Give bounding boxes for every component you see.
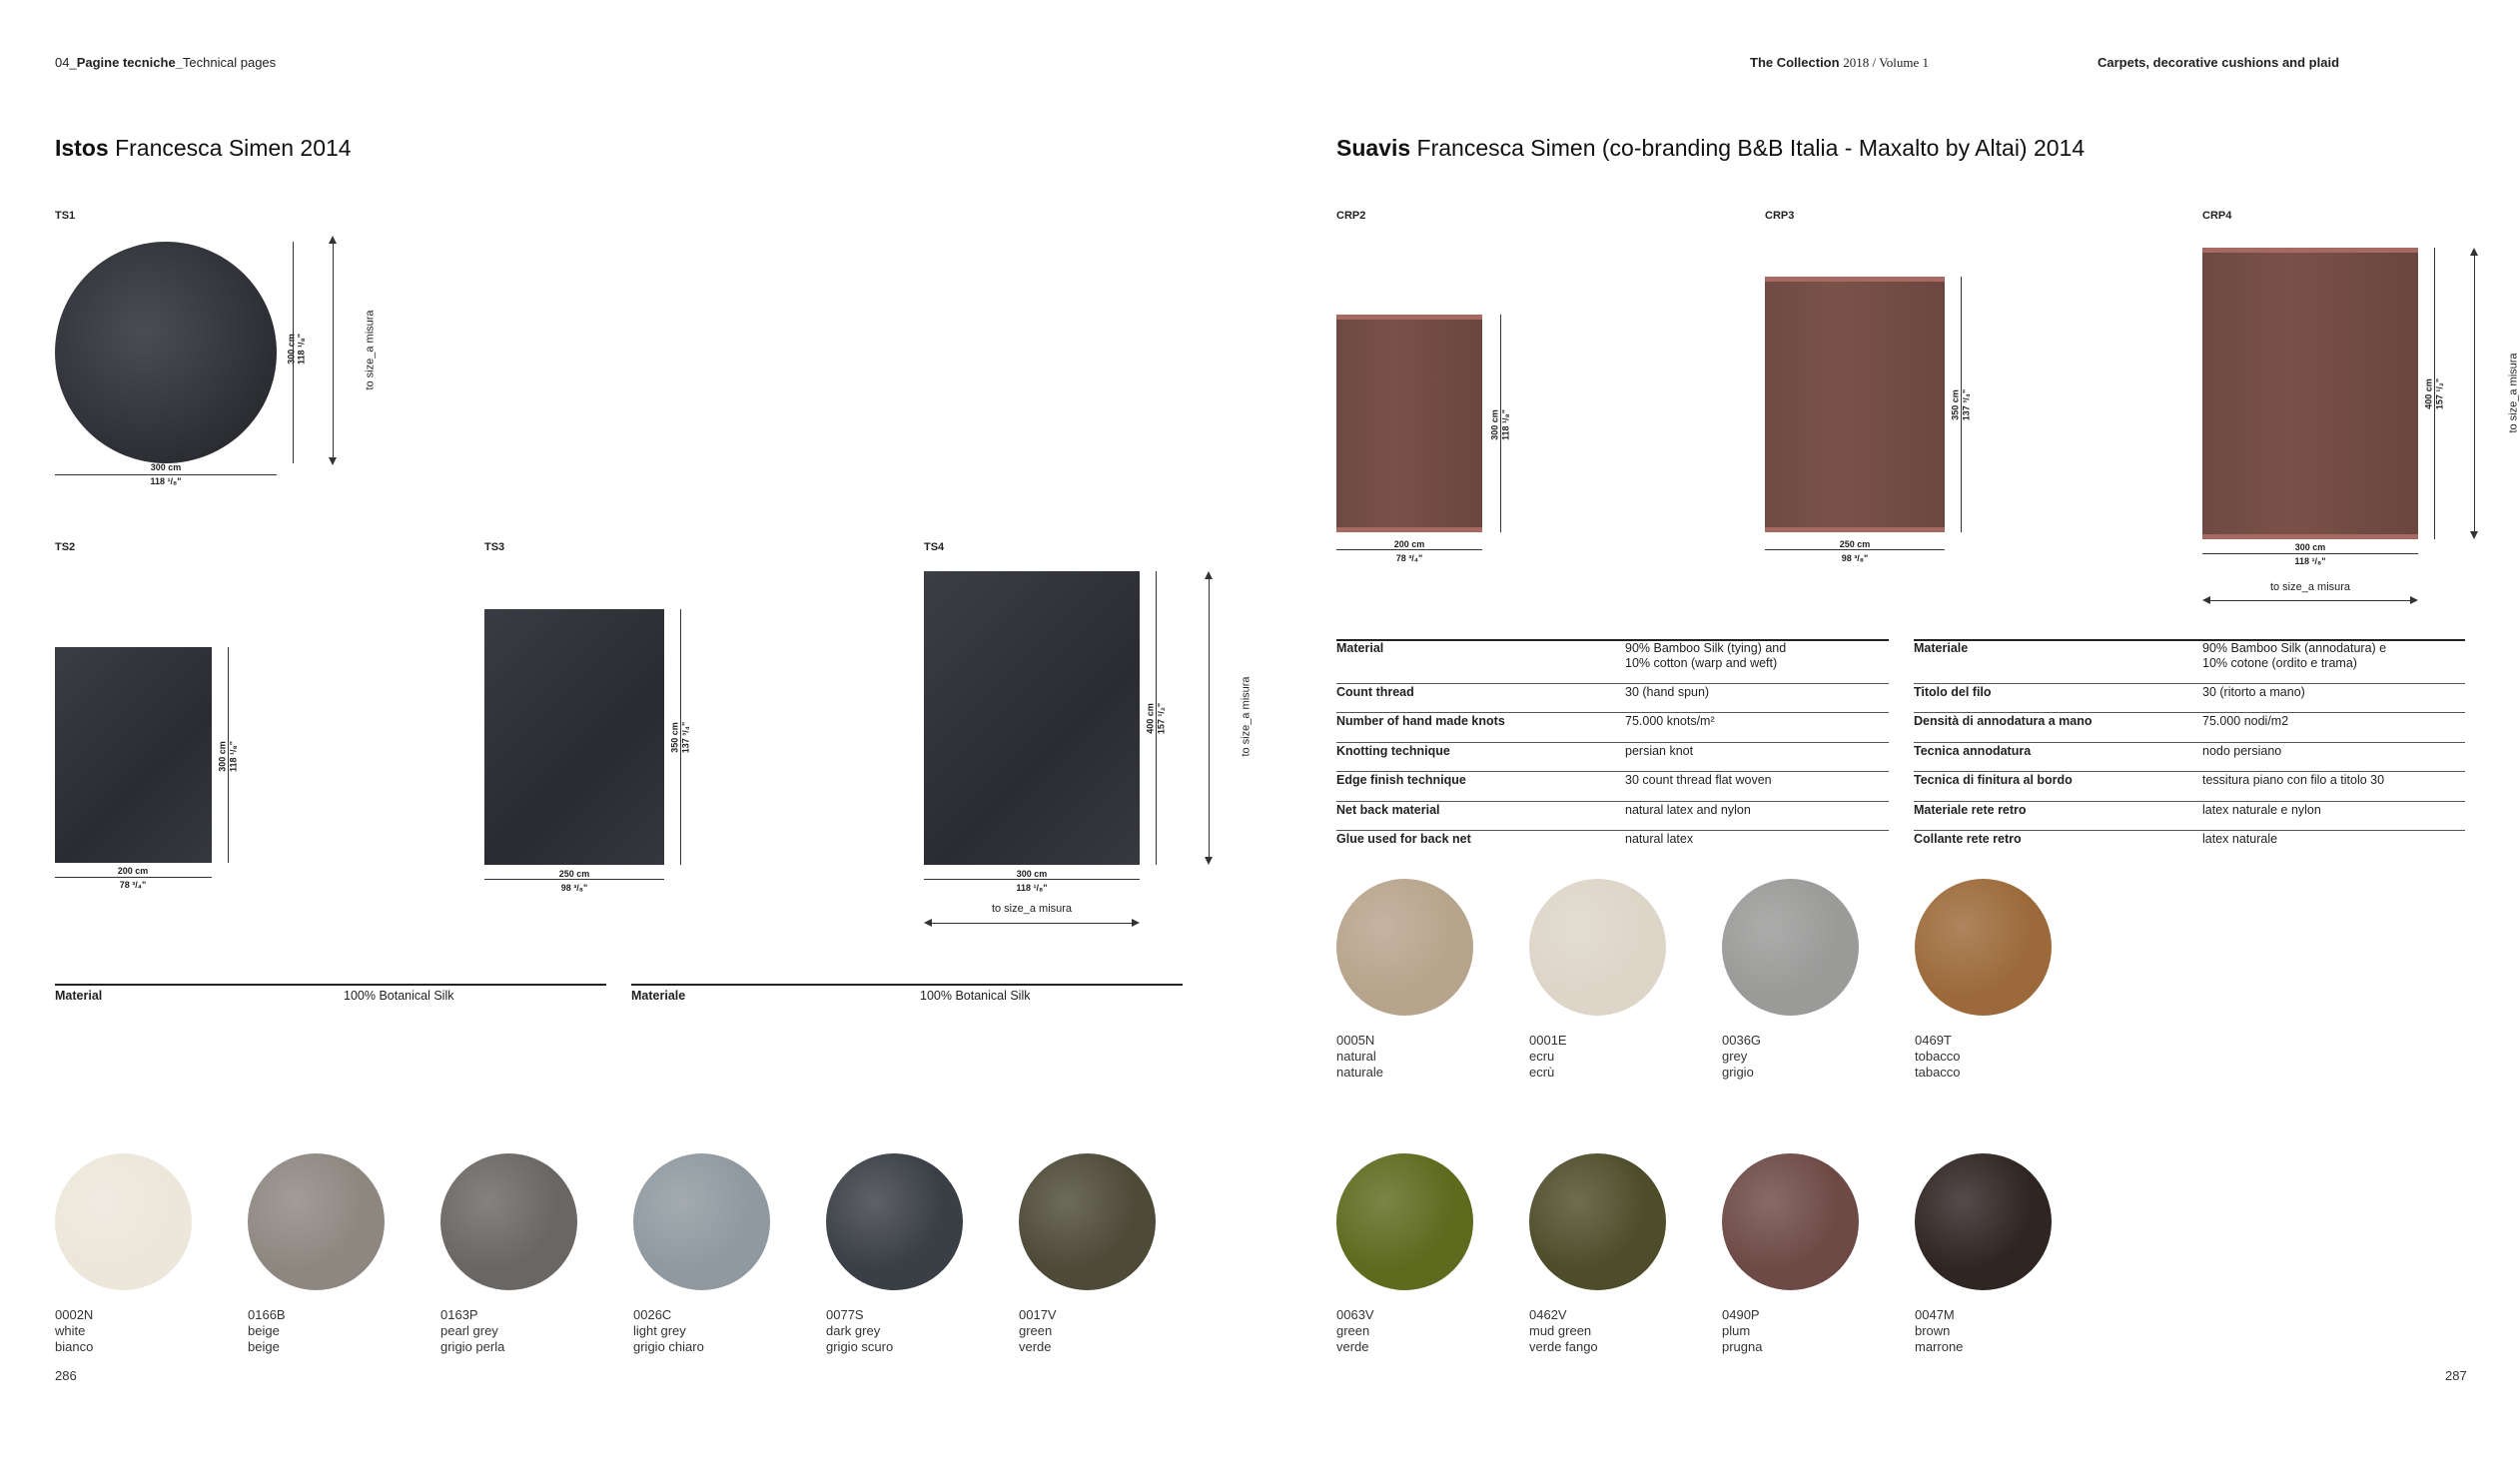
dim-width-ts1: 300 cm [150,462,182,472]
spec-key: Titolo del filo [1914,685,1992,699]
arrow-down-icon [2470,531,2478,539]
swatch-code: 0469T [1915,1033,1952,1048]
table-rule [1336,712,1889,713]
arrow-left-icon [924,919,932,927]
dim-height-in-crp4: 157 ¹/₂" [2434,377,2445,410]
product-title-istos: Istos Francesca Simen 2014 [55,135,352,161]
table-rule [1336,830,1889,831]
table-rule [1914,712,2465,713]
color-swatch [826,1153,963,1290]
swatch-name-en: pearl grey [440,1323,498,1338]
swatch-name-it: naturale [1336,1065,1383,1080]
swatch-name-en: white [55,1323,86,1338]
swatch-code: 0026C [633,1307,672,1322]
dim-width-in-ts2: 78 ³/₄" [119,880,147,890]
swatch-label [1336,1307,1374,1355]
color-swatch [1336,879,1473,1016]
color-swatch [248,1153,385,1290]
dim-width-in-crp3: 98 ³/₈" [1841,553,1869,563]
swatch-name-en: green [1336,1323,1370,1338]
swatch-name-en: light grey [633,1323,686,1338]
arrow-down-icon [329,457,337,465]
swatch-name-it: grigio perla [440,1339,505,1354]
color-swatch [1336,1153,1473,1290]
spec-key: Number of hand made knots [1336,714,1505,728]
color-swatch [633,1153,770,1290]
page-number-right: 287 [2445,1368,2467,1383]
spec-key: Materiale rete retro [1914,803,2027,817]
table-rule [1914,742,2465,743]
swatch-name-en: brown [1915,1323,1951,1338]
swatch-name-it: grigio chiaro [633,1339,704,1354]
dim-width-in-crp4: 118 ¹/₈" [2294,556,2326,566]
swatch-label [248,1307,286,1355]
table-rule [1336,801,1889,802]
dim-width-in-ts4: 118 ¹/₈" [1016,883,1048,893]
table-rule [55,984,606,986]
dim-width-ts4: 300 cm [1016,869,1048,879]
running-header-left: 04_Pagine tecniche_Technical pages [55,55,277,70]
swatch-label [633,1307,704,1355]
arrow-down-icon [1205,857,1213,865]
swatch-code: 0163P [440,1307,478,1322]
swatch-name-it: ecrù [1529,1065,1555,1080]
swatch-code: 0002N [55,1307,94,1322]
rug-code-crp3: CRP3 [1765,210,1795,222]
color-swatch [1019,1153,1156,1290]
spec-value: 75.000 knots/m² [1625,714,1715,728]
custom-size-line [333,240,334,461]
rug-code-ts3: TS3 [484,541,505,553]
rug-code-ts4: TS4 [924,541,945,553]
spec-value: 30 (hand spun) [1625,685,1710,699]
rug-image-ts2 [55,647,212,863]
spec-value: natural latex and nylon [1625,803,1751,817]
table-rule [1336,742,1889,743]
dim-width-in-ts1: 118 ¹/₈" [150,476,182,486]
custom-size-line [928,923,1136,924]
running-header-collection: The Collection 2018 / Volume 1 [1750,55,1930,70]
swatch-code: 0047M [1915,1307,1955,1322]
swatch-label [1915,1307,1963,1355]
dim-height-in-ts4: 157 ¹/₂" [1156,702,1167,735]
swatch-label [826,1307,893,1355]
swatch-label [1722,1033,1761,1081]
swatch-label [1019,1307,1057,1355]
swatch-code: 0490P [1722,1307,1760,1322]
dim-height-ts1: 300 cm [286,334,297,365]
swatch-code: 0017V [1019,1307,1057,1322]
spec-value: latex naturale e nylon [2202,803,2321,817]
dim-line [2202,553,2418,554]
spec-value: 30 count thread flat woven [1625,773,1772,787]
rug-code-crp4: CRP4 [2202,210,2232,222]
swatch-name-it: prugna [1722,1339,1763,1354]
custom-size-label-ts4-v: to size_a misura [1240,676,1253,757]
swatch-label [1915,1033,1961,1081]
swatch-name-it: verde [1019,1339,1052,1354]
color-swatch [1722,1153,1859,1290]
spec-key: Materiale [1914,641,1969,655]
rug-code-ts1: TS1 [55,210,76,222]
table-rule [1914,830,2465,831]
dim-width-crp4: 300 cm [2294,542,2326,552]
custom-size-label-ts4-h: to size_a misura [991,903,1073,915]
page-number-left: 286 [55,1368,77,1383]
spec-key: Net back material [1336,803,1440,817]
dim-line [55,877,212,878]
dim-height-in-ts2: 118 ¹/₈" [228,741,239,772]
custom-size-line [1209,575,1210,861]
arrow-up-icon [1205,571,1213,579]
spec-key: Glue used for back net [1336,832,1471,846]
swatch-name-en: beige [248,1323,280,1338]
rug-image-ts4 [924,571,1140,865]
dim-width-in-ts3: 98 ³/₈" [560,883,588,893]
rug-code-crp2: CRP2 [1336,210,1366,222]
color-swatch [1529,1153,1666,1290]
rug-image-crp3 [1765,277,1945,532]
dim-width-crp2: 200 cm [1393,539,1425,549]
arrow-up-icon [329,236,337,244]
spec-key: Tecnica annodatura [1914,744,2032,758]
dim-width-crp3: 250 cm [1839,539,1871,549]
arrow-right-icon [1132,919,1140,927]
swatch-label [55,1307,93,1355]
dim-height-in-ts1: 118 ¹/₈" [296,334,307,365]
dim-width-in-crp2: 78 ³/₄" [1395,553,1423,563]
dim-width-ts2: 200 cm [117,866,149,876]
swatch-label [440,1307,504,1355]
running-header-section: Carpets, decorative cushions and plaid [2098,55,2340,70]
swatch-name-en: dark grey [826,1323,881,1338]
swatch-code: 0166B [248,1307,286,1322]
dim-height-crp3: 350 cm [1950,389,1961,420]
custom-size-line [2474,252,2475,535]
color-swatch [1915,879,2052,1016]
spec-key: Tecnica di finitura al bordo [1914,773,2073,787]
arrow-up-icon [2470,248,2478,256]
spec-key: Knotting technique [1336,744,1450,758]
dim-height-crp4: 400 cm [2423,378,2434,409]
rug-image-crp4 [2202,248,2418,539]
custom-size-label-ts1: to size_a misura [364,310,377,390]
color-swatch [1722,879,1859,1016]
swatch-label [1336,1033,1383,1081]
swatch-code: 0005N [1336,1033,1375,1048]
swatch-name-it: grigio [1722,1065,1754,1080]
swatch-code: 0077S [826,1307,864,1322]
swatch-name-it: marrone [1915,1339,1964,1354]
table-rule [1914,801,2465,802]
spec-key: Edge finish technique [1336,773,1466,787]
table-rule [631,984,1183,986]
swatch-code: 0063V [1336,1307,1374,1322]
color-swatch [1529,879,1666,1016]
dim-height-ts4: 400 cm [1145,703,1156,734]
swatch-label [1529,1033,1567,1081]
arrow-right-icon [2410,596,2418,604]
rug-code-ts2: TS2 [55,541,76,553]
swatch-name-it: verde fango [1529,1339,1598,1354]
swatch-name-en: tobacco [1915,1049,1961,1064]
swatch-name-en: mud green [1529,1323,1592,1338]
swatch-name-it: verde [1336,1339,1369,1354]
color-swatch [1915,1153,2052,1290]
dim-height-in-crp2: 118 ¹/₈" [1500,409,1511,440]
spec-value: 30 (ritorto a mano) [2202,685,2305,699]
dim-height-crp2: 300 cm [1489,409,1500,440]
table-rule [1914,683,2465,684]
spec-key: Collante rete retro [1914,832,2022,846]
spec-value: latex naturale [2202,832,2278,846]
custom-size-line [2206,600,2414,601]
swatch-label [1529,1307,1598,1355]
spec-key: Count thread [1336,685,1414,699]
arrow-left-icon [2202,596,2210,604]
dim-height-ts3: 350 cm [669,722,680,753]
swatch-code: 0036G [1722,1033,1762,1048]
swatch-name-en: green [1019,1323,1053,1338]
color-swatch [440,1153,577,1290]
product-title-suavis: Suavis Francesca Simen (co-branding B&B Italia - Maxalto by Altai) 2014 [1336,135,2086,161]
table-rule [1336,639,1889,641]
rug-image-ts1 [55,242,277,463]
dim-height-in-crp3: 137 ³/₄" [1961,388,1972,421]
swatch-name-it: tabacco [1915,1065,1961,1080]
rug-image-ts3 [484,609,664,865]
swatch-name-it: grigio scuro [826,1339,894,1354]
swatch-name-it: bianco [55,1339,94,1354]
table-rule [1336,683,1889,684]
color-swatch [55,1153,192,1290]
swatch-name-en: ecru [1529,1049,1555,1064]
custom-size-label-crp4-h: to size_a misura [2269,581,2351,593]
spec-key: Material [1336,641,1384,655]
swatch-code: 0001E [1529,1033,1567,1048]
rug-image-crp2 [1336,315,1482,532]
spec-value: 90% Bamboo Silk (tying) and 10% cotton (warp and weft) [1625,641,1787,670]
custom-size-label-crp4-v: to size_a misura [2507,353,2520,433]
spec-value: nodo persiano [2202,744,2282,758]
dim-height-in-ts3: 137 ³/₄" [680,721,691,754]
swatch-name-it: beige [248,1339,280,1354]
table-rule [1914,771,2465,772]
swatch-label [1722,1307,1762,1355]
dim-height-ts2: 300 cm [217,741,228,772]
spec-value: natural latex [1625,832,1694,846]
swatch-name-en: natural [1336,1049,1376,1064]
dim-width-ts3: 250 cm [558,869,590,879]
swatch-name-en: grey [1722,1049,1748,1064]
swatch-name-en: plum [1722,1323,1751,1338]
spec-value: tessitura piano con filo a titolo 30 [2202,773,2385,787]
spec-value: 75.000 nodi/m2 [2202,714,2289,728]
table-rule [1336,771,1889,772]
spec-key: Densità di annodatura a mano [1914,714,2093,728]
spec-value: persian knot [1625,744,1694,758]
swatch-code: 0462V [1529,1307,1567,1322]
spec-value: 90% Bamboo Silk (annodatura) e 10% cotone (ordito e trama) [2202,641,2387,670]
